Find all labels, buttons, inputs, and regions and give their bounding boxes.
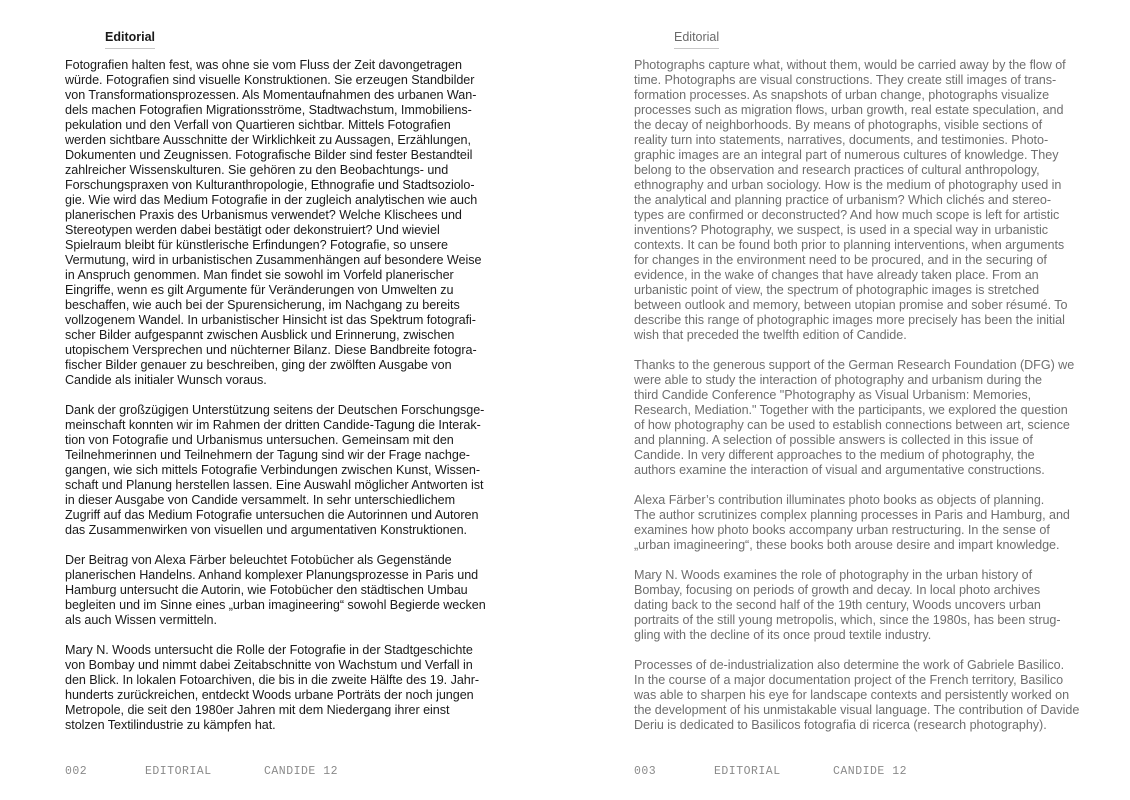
- text-line: of how photography can be used to establish connections between art, science: [634, 418, 1070, 432]
- text-line: in Anspruch genommen. Man findet sie sowohl im Vorfeld planerischer: [65, 268, 454, 282]
- paragraph: [65, 643, 505, 733]
- text-line: Mary N. Woods examines the role of photography in the urban history of: [634, 568, 1033, 582]
- editorial-body: [65, 58, 505, 748]
- text-line: von Bombay und nimmt dabei Zeitabschnitte von Wachstum und Verfall in: [65, 658, 473, 672]
- text-line: dels machen Fotografien Migrationsströme, Stadtwachstum, Immobiliens-: [65, 103, 472, 117]
- text-line: würde. Fotografien sind visuelle Konstruktionen. Sie erzeugen Standbilder: [65, 73, 475, 87]
- right-page-english: [565, 0, 1130, 800]
- text-line: Dokumenten und Zeugnissen. Fotografische Bilder sind fester Bestandteil: [65, 148, 473, 162]
- page-number: 003: [634, 765, 657, 778]
- text-line: the development of his unmistakable visual language. The contribution of Davide: [634, 703, 1080, 717]
- editorial-body: [634, 58, 1080, 748]
- text-line: belong to the observation and research practices of cultural anthropology,: [634, 163, 1040, 177]
- text-line: Hamburg untersucht die Autorin, wie Fotobücher den städtischen Umbau: [65, 583, 468, 597]
- text-line: formation processes. As snapshots of urban change, photographs visualize: [634, 88, 1050, 102]
- text-line: dating back to the second half of the 19th century, Woods uncovers urban: [634, 598, 1041, 612]
- footer-section: EDITORIAL: [714, 765, 781, 778]
- text-line: Stereotypen werden dabei bestätigt oder dekonstruiert? Und wieviel: [65, 223, 440, 237]
- text-line: inventions? Photography, we suspect, is used in a special way in urbanistic: [634, 223, 1048, 237]
- footer-section: EDITORIAL: [145, 765, 212, 778]
- text-line: the decay of neighborhoods. By means of photographs, visible sections of: [634, 118, 1043, 132]
- text-line: vollzogenem Wandel. In urbanistischer Hinsicht ist das Spektrum fotografi-: [65, 313, 476, 327]
- text-line: Candide als initialer Wunsch voraus.: [65, 373, 267, 387]
- text-line: tion von Fotografie und Urbanismus untersuchen. Gemeinsam mit den: [65, 433, 454, 447]
- text-line: von Transformationsprozessen. Als Momentaufnahmen des urbanen Wan-: [65, 88, 477, 102]
- text-line: Vermutung, wird in urbanistischen Zusammenhängen auf besondere Weise: [65, 253, 482, 267]
- text-line: meinschaft konnten wir im Rahmen der dritten Candide-Tagung die Interak-: [65, 418, 481, 432]
- text-line: wish that preceded the twelfth edition of Candide.: [634, 328, 907, 342]
- text-line: reality turn into statements, narratives, documents, and testimonies. Photo-: [634, 133, 1049, 147]
- text-line: planerischen Handelns. Anhand komplexer Planungsprozesse in Paris und: [65, 568, 479, 582]
- text-line: contexts. It can be found both prior to planning interventions, when arguments: [634, 238, 1065, 252]
- text-line: time. Photographs are visual constructions. They create still images of trans-: [634, 73, 1057, 87]
- text-line: Candide. In very different approaches to the medium of photography, the: [634, 448, 1035, 462]
- text-line: scher Bilder aufgespannt zwischen Ausblick und Erinnerung, zwischen: [65, 328, 455, 342]
- footer-publication: CANDIDE 12: [264, 765, 339, 778]
- text-line: werden sichtbare Ausschnitte der Wirklichkeit zu Aussagen, Erzählungen,: [65, 133, 471, 147]
- text-line: Eingriffe, wenn es gilt Argumente für Veränderungen von Umwelten zu: [65, 283, 454, 297]
- page-header: Editorial: [105, 29, 155, 49]
- text-line: Zugriff auf das Medium Fotografie untersuchen die Autorinnen und Autoren: [65, 508, 479, 522]
- text-line: gling with the decline of its once proud textile industry.: [634, 628, 932, 642]
- paragraph: [65, 553, 505, 628]
- page-header: Editorial: [674, 29, 719, 49]
- text-line: planerischen Praxis des Urbanismus verwendet? Welche Klischees und: [65, 208, 462, 222]
- text-line: stolzen Textilindustrie zu kämpfen hat.: [65, 718, 276, 732]
- text-line: den Blick. In lokalen Fotoarchiven, die bis in die zweite Hälfte des 19. Jahr-: [65, 673, 480, 687]
- text-line: Thanks to the generous support of the German Research Foundation (DFG) we: [634, 358, 1075, 372]
- text-line: was able to sharpen his eye for landscape contexts and persistently worked on: [634, 688, 1070, 702]
- paragraph: [634, 58, 1074, 343]
- text-line: ethnography and urban sociology. How is the medium of photography used in: [634, 178, 1062, 192]
- text-line: hunderts zurückreichen, entdeckt Woods urbane Porträts der noch jungen: [65, 688, 474, 702]
- text-line: utopischem Versprechen und nüchterner Bilanz. Diese Bandbreite fotogra-: [65, 343, 477, 357]
- text-line: schaft und Planung herstellen lassen. Eine Auswahl möglicher Antworten ist: [65, 478, 484, 492]
- text-line: Der Beitrag von Alexa Färber beleuchtet Fotobücher als Gegenstände: [65, 553, 452, 567]
- text-line: Alexa Färber’s contribution illuminates photo books as objects of planning.: [634, 493, 1045, 507]
- text-line: „urban imagineering“, these books both arouse desire and impart knowledge.: [634, 538, 1060, 552]
- text-line: gangen, wie sich mittels Fotografie Verbindungen zwischen Kunst, Wissen-: [65, 463, 481, 477]
- text-line: and planning. A selection of possible answers is collected in this issue of: [634, 433, 1033, 447]
- text-line: Photographs capture what, without them, would be carried away by the flow of: [634, 58, 1066, 72]
- text-line: Metropole, die seit den 1980er Jahren mit dem Niedergang ihrer einst: [65, 703, 450, 717]
- text-line: Dank der großzügigen Unterstützung seitens der Deutschen Forschungsge-: [65, 403, 485, 417]
- text-line: examines how photo books accompany urban restructuring. In the sense of: [634, 523, 1050, 537]
- text-line: Spielraum bleibt für künstlerische Erfindungen? Fotografie, so unsere: [65, 238, 448, 252]
- text-line: fischer Bilder genauer zu beschreiben, ging der zwölften Ausgabe von: [65, 358, 452, 372]
- text-line: als auch Wissen vermitteln.: [65, 613, 217, 627]
- text-line: pekulation und den Verfall von Quartieren sichtbar. Mittels Fotografien: [65, 118, 451, 132]
- text-line: begleiten und im Sinne eines „urban imagineering“ sowohl Begierde wecken: [65, 598, 486, 612]
- text-line: between outlook and memory, between utopian promise and sober résumé. To: [634, 298, 1068, 312]
- text-line: Bombay, focusing on periods of growth and decay. In local photo archives: [634, 583, 1041, 597]
- text-line: gie. Wie wird das Medium Fotografie in der zugleich analytischen wie auch: [65, 193, 478, 207]
- text-line: third Candide Conference "Photography as Visual Urbanism: Memories,: [634, 388, 1032, 402]
- text-line: types are confirmed or deconstructed? And how much scope is left for artistic: [634, 208, 1060, 222]
- text-line: beschaffen, wie auch bei der Spurensicherung, im Nachgang zu bereits: [65, 298, 460, 312]
- text-line: zahlreicher Wissenskulturen. Sie gehören zu den Beobachtungs- und: [65, 163, 449, 177]
- text-line: evidence, in the wake of changes that have already taken place. From an: [634, 268, 1039, 282]
- paragraph: [65, 58, 505, 388]
- text-line: processes such as migration flows, urban growth, real estate speculation, and: [634, 103, 1064, 117]
- paragraph: [634, 658, 1080, 733]
- text-line: Forschungspraxen von Kulturanthropologie, Ethnografie und Stadtsoziolo-: [65, 178, 475, 192]
- text-line: urbanistic point of view, the spectrum of photographic images is stretched: [634, 283, 1040, 297]
- text-line: das Zusammenwirken von visuellen und argumentativen Konstruktionen.: [65, 523, 467, 537]
- text-line: Teilnehmerinnen und Teilnehmern der Tagung sind wir der Frage nachge-: [65, 448, 470, 462]
- text-line: for changes in the environment need to be procured, and in the securing of: [634, 253, 1047, 267]
- paragraph: [634, 493, 1074, 553]
- text-line: graphic images are an integral part of numerous cultures of knowledge. They: [634, 148, 1059, 162]
- text-line: Processes of de-industrialization also determine the work of Gabriele Basilico.: [634, 658, 1065, 672]
- text-line: were able to study the interaction of photography and urbanism during the: [634, 373, 1043, 387]
- text-line: Mary N. Woods untersucht die Rolle der Fotografie in der Stadtgeschichte: [65, 643, 473, 657]
- footer-publication: CANDIDE 12: [833, 765, 908, 778]
- text-line: in dieser Ausgabe von Candide versammelt. In sehr unterschiedlichem: [65, 493, 456, 507]
- text-line: Research, Mediation." Together with the participants, we explored the question: [634, 403, 1068, 417]
- text-line: Deriu is dedicated to Basilicos fotografia di ricerca (research photography).: [634, 718, 1047, 732]
- text-line: the analytical and planning practice of urbanism? Which clichés and stereo-: [634, 193, 1051, 207]
- text-line: describe this range of photographic images more precisely has been the initial: [634, 313, 1065, 327]
- page-number: 002: [65, 765, 88, 778]
- text-line: Fotografien halten fest, was ohne sie vom Fluss der Zeit davongetragen: [65, 58, 462, 72]
- paragraph: [634, 358, 1074, 478]
- text-line: authors examine the interaction of visual and argumentative constructions.: [634, 463, 1045, 477]
- text-line: The author scrutinizes complex planning processes in Paris and Hamburg, and: [634, 508, 1070, 522]
- text-line: In the course of a major documentation project of the French territory, Basilico: [634, 673, 1064, 687]
- paragraph: [65, 403, 505, 538]
- text-line: portraits of the still young metropolis, which, since the 1980s, has been strug-: [634, 613, 1061, 627]
- paragraph: [634, 568, 1074, 643]
